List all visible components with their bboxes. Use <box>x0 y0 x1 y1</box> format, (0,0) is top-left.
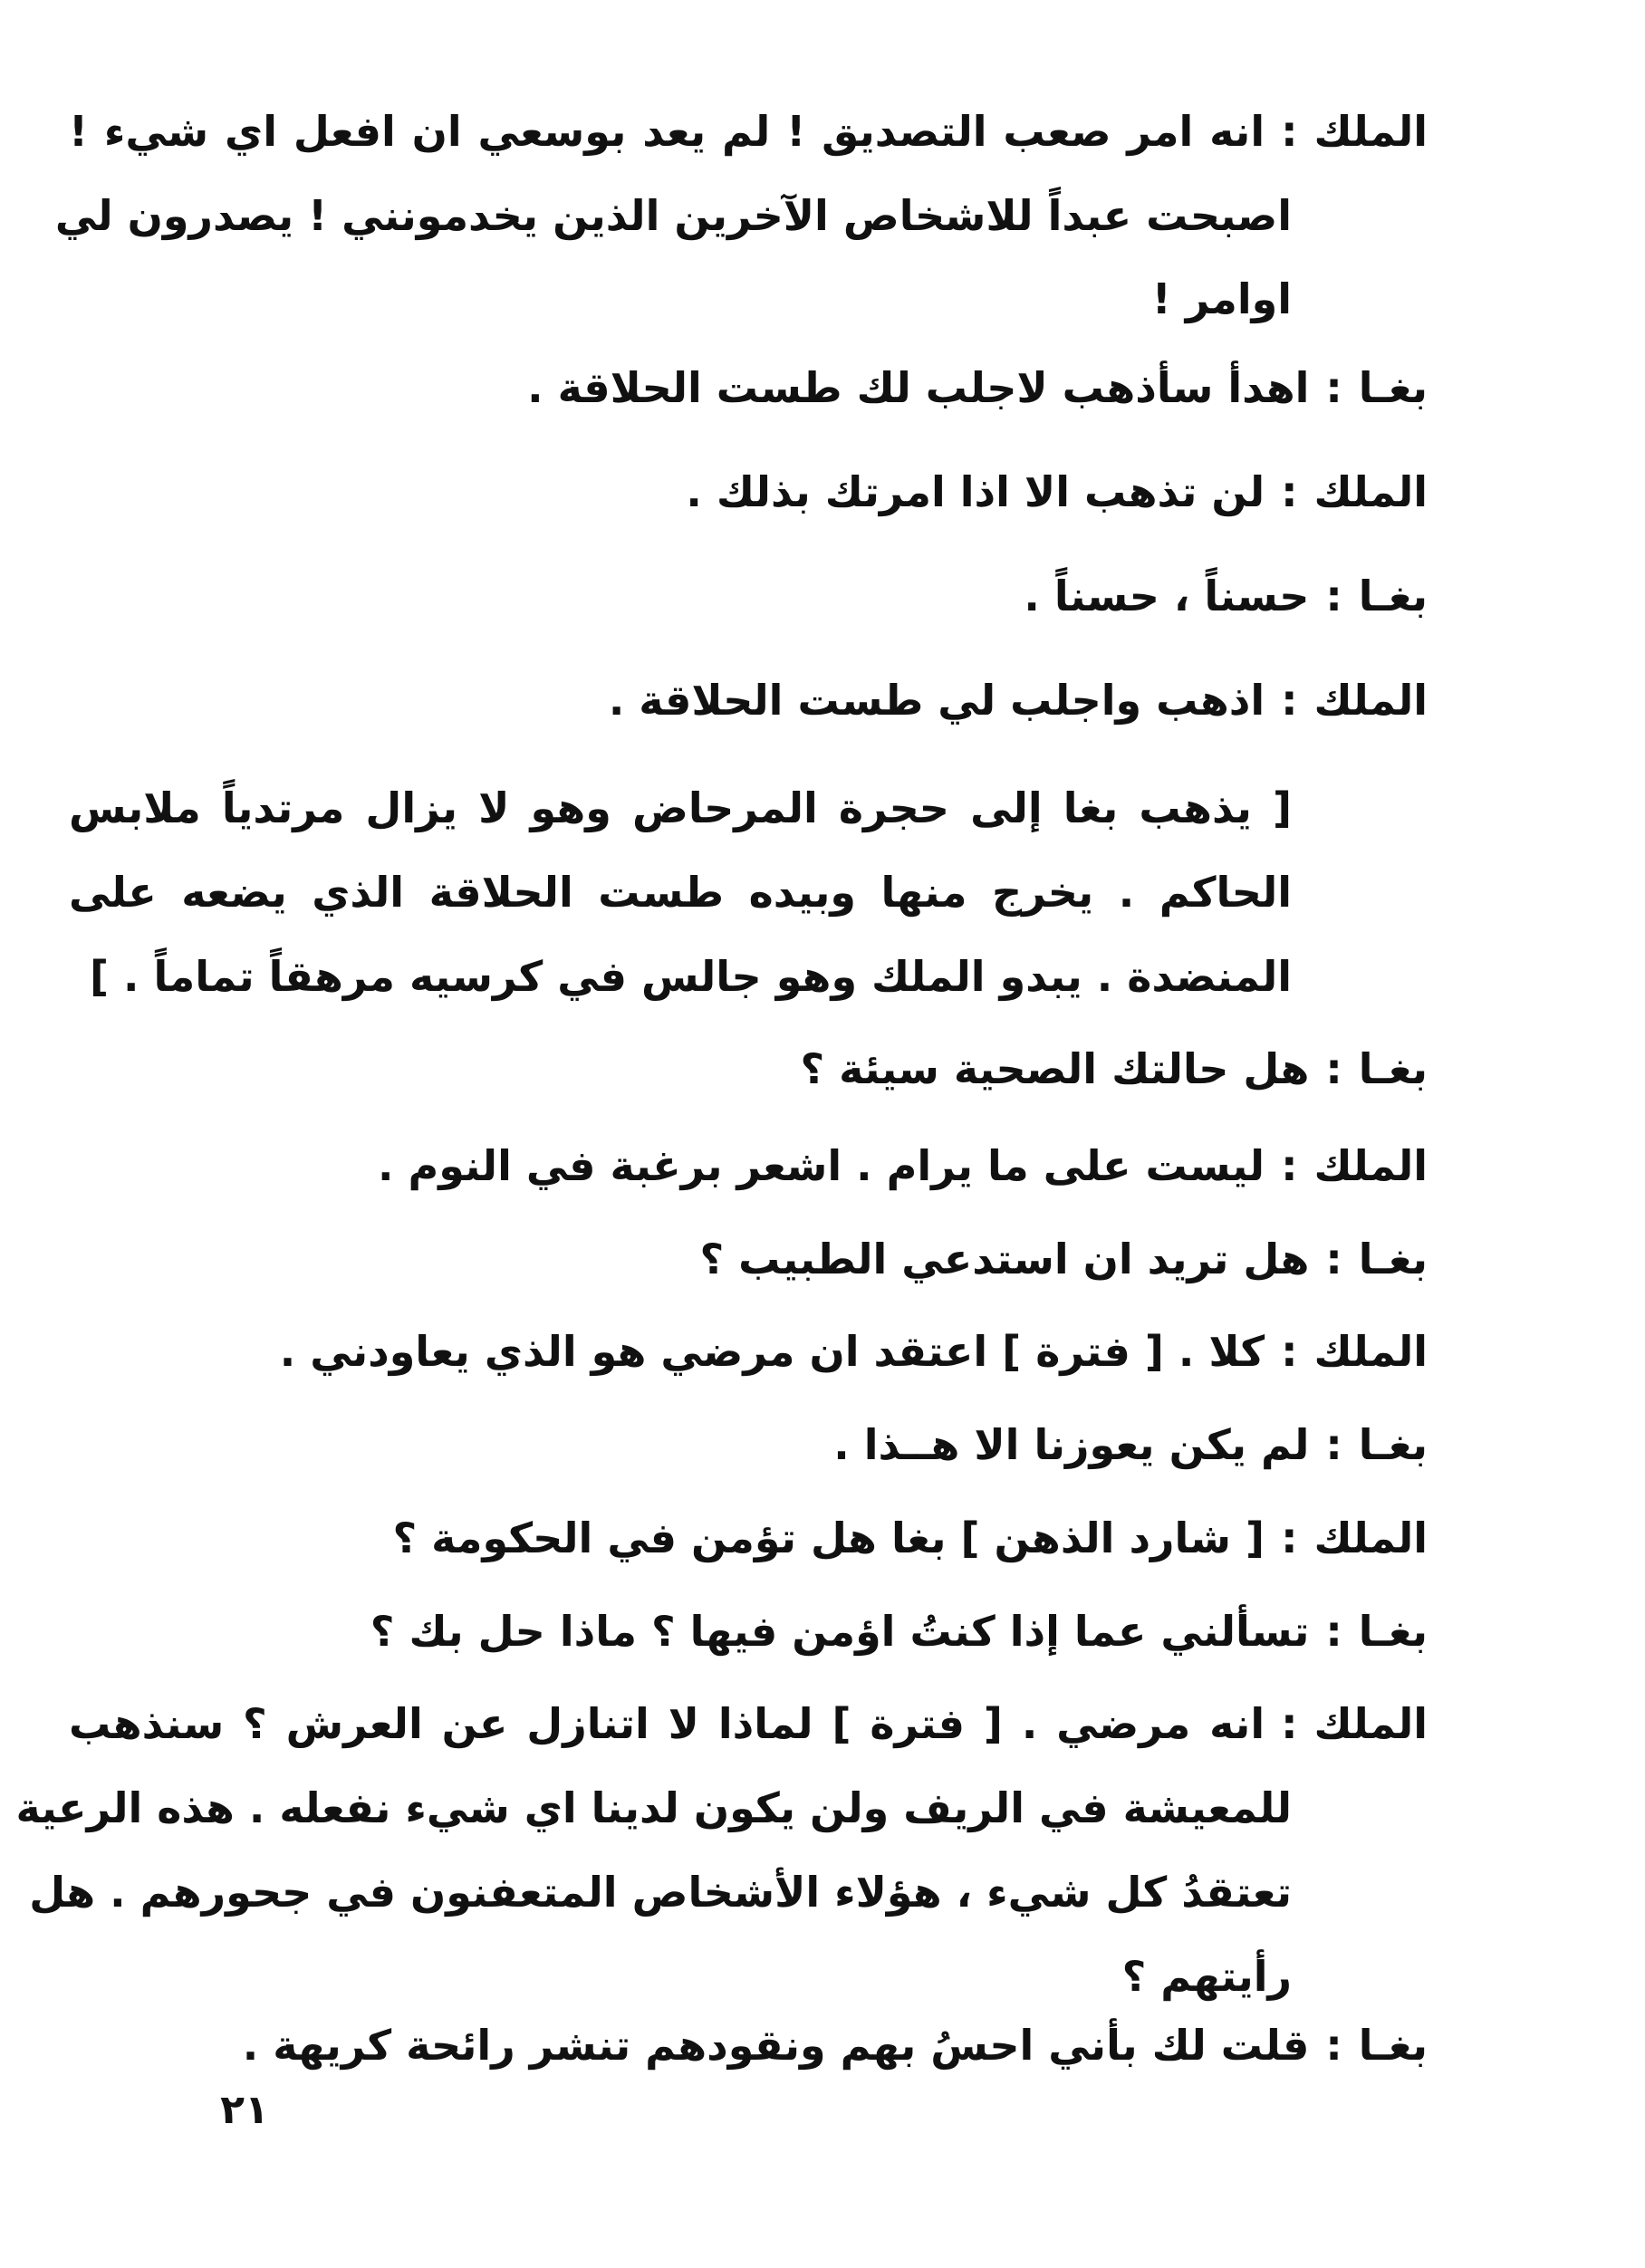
dialogue-line <box>69 673 1428 727</box>
colon-separator: : <box>1281 467 1298 516</box>
dialogue-line <box>69 1511 1428 1565</box>
speaker-name: بغـا <box>1358 363 1428 412</box>
speech-text: رأيتهم ؟ <box>1121 1952 1292 2001</box>
stage-direction-line <box>69 949 1292 1004</box>
colon-separator: : <box>1281 1141 1298 1190</box>
speech-text: للمعيشة في الريف ولن يكون لدينا اي شيء نفعله . هذه الرعية <box>15 1783 1292 1832</box>
colon-separator: : <box>1325 363 1342 412</box>
dialogue-line <box>69 1232 1428 1286</box>
speaker-name: بغـا <box>1358 1607 1428 1656</box>
speaker-name: الملك <box>1313 1699 1428 1748</box>
speech-text: حسناً ، حسناً . <box>1024 572 1310 620</box>
speech-text: تسألني عما إذا كنتُ اؤمن فيها ؟ ماذا حل بك ؟ <box>370 1607 1310 1656</box>
speaker-name: الملك <box>1313 1141 1428 1190</box>
colon-separator: : <box>1281 1699 1298 1748</box>
dialogue-line <box>69 1604 1428 1658</box>
colon-separator: : <box>1281 107 1298 156</box>
speech-text: تعتقدُ كل شيء ، هؤلاء الأشخاص المتعفنون في جحورهم . هل <box>29 1868 1292 1917</box>
speech-text: اوامر ! <box>1151 274 1292 323</box>
dialogue-line <box>69 465 1428 519</box>
speaker-name: بغـا <box>1358 2021 1428 2070</box>
speaker-name: بغـا <box>1358 1235 1428 1283</box>
colon-separator: : <box>1325 1420 1342 1469</box>
speech-text: لم يكن يعوزنا الا هــذا . <box>833 1420 1310 1469</box>
dialogue-line <box>69 1949 1292 2004</box>
speech-text: اذهب واجلب لي طست الحلاقة . <box>608 676 1265 725</box>
colon-separator: : <box>1325 572 1342 620</box>
dialogue-line <box>69 1324 1428 1379</box>
colon-separator: : <box>1281 1327 1298 1376</box>
stage-direction-line <box>69 781 1292 835</box>
speech-text: لن تذهب الا اذا امرتك بذلك . <box>686 467 1265 516</box>
speech-text: هل حالتك الصحية سيئة ؟ <box>800 1044 1310 1093</box>
colon-separator: : <box>1325 1235 1342 1283</box>
dialogue-line <box>69 272 1292 326</box>
dialogue-line <box>69 569 1428 623</box>
speaker-name: الملك <box>1313 1514 1428 1562</box>
colon-separator: : <box>1281 1514 1298 1562</box>
dialogue-line <box>69 1042 1428 1096</box>
speaker-name: الملك <box>1313 107 1428 156</box>
speech-text: انه مرضي . [ فترة ] لماذا لا اتنازل عن العرش ؟ سنذهب <box>69 1699 1265 1748</box>
stage-direction-text: [ يذهب بغا إلى حجرة المرحاض وهو لا يزال مرتدياً ملابس <box>69 783 1292 832</box>
speaker-name: بغـا <box>1358 572 1428 620</box>
stage-direction-line <box>69 865 1292 919</box>
speech-text: ليست على ما يرام . اشعر برغبة في النوم . <box>377 1141 1265 1190</box>
speech-text: كلا . [ فترة ] اعتقد ان مرضي هو الذي يعاودني . <box>279 1327 1265 1376</box>
colon-separator: : <box>1281 676 1298 725</box>
speaker-name: بغـا <box>1358 1044 1428 1093</box>
dialogue-line <box>29 1865 1292 1919</box>
speech-text: قلت لك بأني احسُ بهم ونقودهم تنشر رائحة كريهة . <box>242 2021 1310 2070</box>
dialogue-line <box>69 1418 1428 1472</box>
colon-separator: : <box>1325 1607 1342 1656</box>
speaker-name: بغـا <box>1358 1420 1428 1469</box>
page-number: ٢١ <box>220 2087 269 2133</box>
speech-text: [ شارد الذهن ] بغا هل تؤمن في الحكومة ؟ <box>392 1514 1265 1562</box>
dialogue-line <box>69 104 1428 159</box>
stage-direction-text: الحاكم . يخرج منها وبيده طست الحلاقة الذي يضعه على <box>69 868 1292 917</box>
dialogue-line <box>69 1696 1428 1751</box>
dialogue-line <box>69 2018 1428 2072</box>
speaker-name: الملك <box>1313 1327 1428 1376</box>
dialogue-line <box>54 188 1292 243</box>
dialogue-line <box>69 360 1428 415</box>
speaker-name: الملك <box>1313 467 1428 516</box>
colon-separator: : <box>1325 2021 1342 2070</box>
speech-text: اهدأ سأذهب لاجلب لك طست الحلاقة . <box>527 363 1310 412</box>
speaker-name: الملك <box>1313 676 1428 725</box>
stage-direction-text: المنضدة . يبدو الملك وهو جالس في كرسيه مرهقاً تماماً . ] <box>89 952 1292 1001</box>
speech-text: اصبحت عبداً للاشخاص الآخرين الذين يخدمونني ! يصدرون لي <box>54 191 1292 240</box>
colon-separator: : <box>1325 1044 1342 1093</box>
dialogue-line <box>69 1139 1428 1193</box>
dialogue-line <box>15 1781 1292 1835</box>
speech-text: انه امر صعب التصديق ! لم يعد بوسعي ان افعل اي شيء ! <box>69 107 1265 156</box>
speech-text: هل تريد ان استدعي الطبيب ؟ <box>699 1235 1310 1283</box>
